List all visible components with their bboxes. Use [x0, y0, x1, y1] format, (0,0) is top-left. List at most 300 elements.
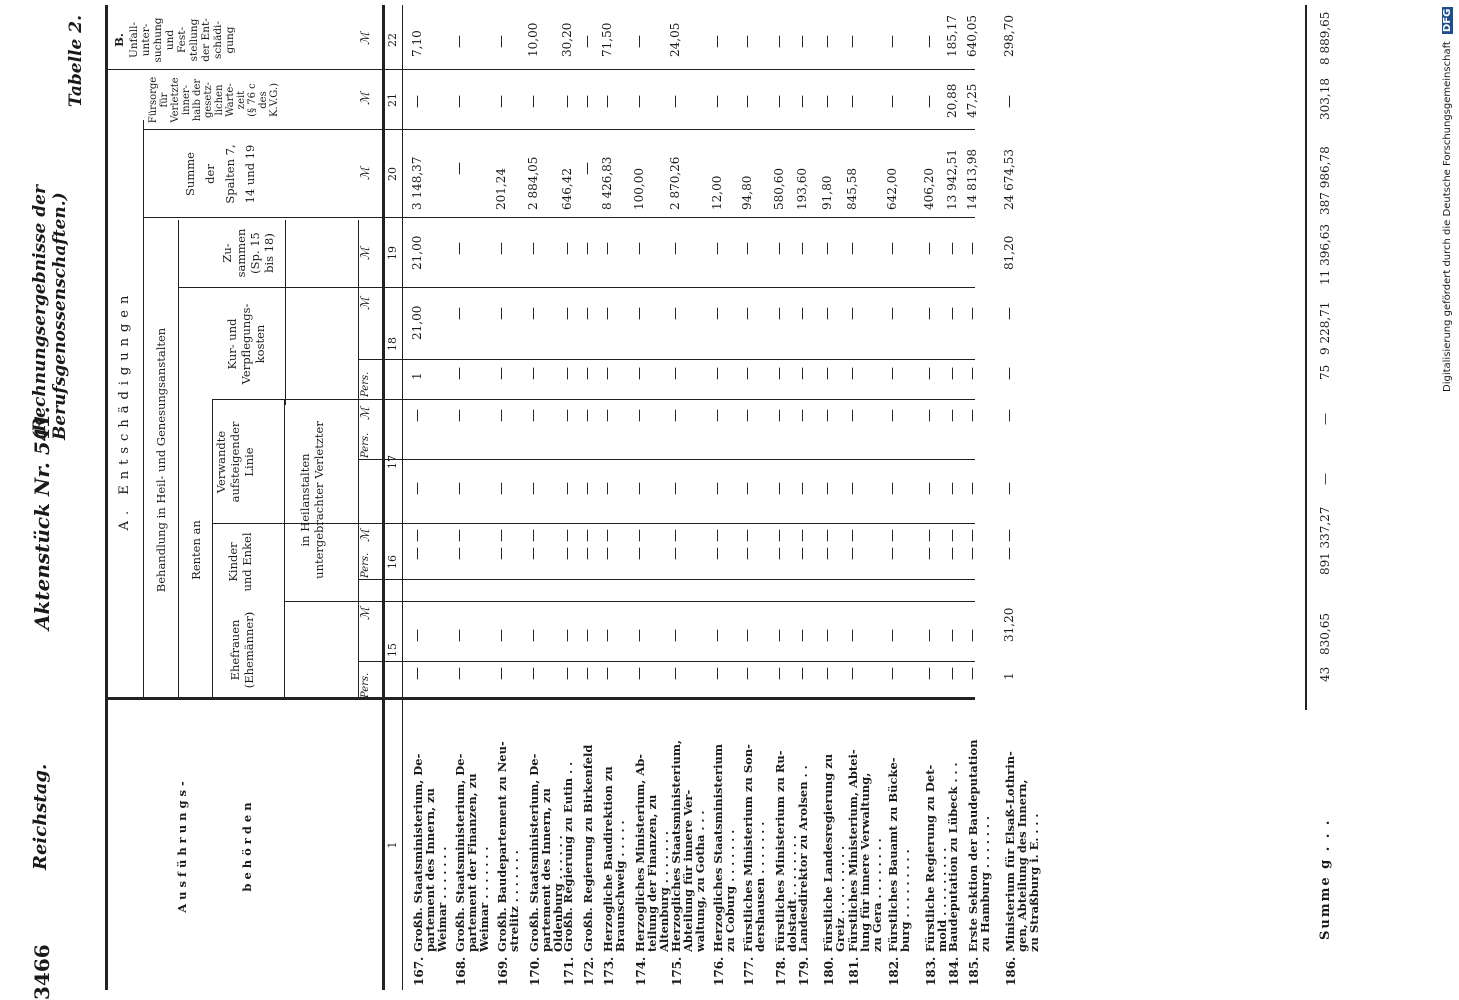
cell-c18p: — [452, 367, 467, 380]
cell-c22: 10,00 [526, 22, 540, 57]
row-number: 174. [634, 956, 648, 986]
header-unfall-line5: Fest- [176, 26, 188, 54]
cell-c21: 20,88 [945, 83, 959, 118]
colnum-19: 19 [386, 246, 399, 260]
cell-c16m: — [795, 529, 810, 542]
cell-c18m: — [772, 307, 787, 320]
cell-c22: — [452, 35, 467, 48]
cell-c15p: — [795, 667, 810, 680]
cell-c20: 2 870,26 [668, 156, 682, 210]
row-number: 167. [412, 956, 426, 986]
header-fuersorge-line9: zeit [236, 90, 247, 110]
cell-c19: — [740, 242, 755, 255]
cell-c16m: — [885, 529, 900, 542]
cell-c16p: — [965, 547, 980, 560]
row-number: 181. [847, 956, 861, 986]
header-fuersorge-line7: lichen [214, 84, 225, 116]
cell-c22: 298,70 [1002, 15, 1016, 57]
row-number: 182. [887, 956, 901, 986]
cell-c21: — [922, 95, 937, 108]
header-kur [225, 288, 267, 400]
row-number: 185. [967, 956, 981, 986]
header-unfall-line1: Unfall- [128, 21, 140, 59]
table-row [452, 0, 494, 1000]
authority-name-line: Abteilung für innere Ver- [681, 789, 695, 952]
cell-c15m: — [795, 629, 810, 642]
table-row [845, 0, 885, 1000]
header-verwandte-line3: Linie [242, 447, 256, 477]
cell-c16m: — [740, 529, 755, 542]
cell-c17m: — [820, 409, 835, 422]
cell-c16p: — [526, 547, 541, 560]
header-fuersorge-line6: gesetz- [203, 81, 214, 119]
cell-c15m: — [600, 629, 615, 642]
cell-c18p: — [965, 367, 980, 380]
unit-mark-15: ℳ [358, 607, 372, 620]
row-number: 177. [742, 956, 756, 986]
cell-c18p: — [668, 367, 683, 380]
header-verwandte-line1: Verwandte [214, 430, 228, 494]
cell-c18p: — [1002, 367, 1017, 380]
cell-c16m: — [945, 529, 960, 542]
unit-mark-17: ℳ [358, 407, 372, 420]
cell-c15p: — [965, 667, 980, 680]
cell-c18m: — [795, 307, 810, 320]
cell-c16m: — [526, 529, 541, 542]
cell-c15p: — [845, 667, 860, 680]
cell-c17p: — [965, 482, 980, 495]
header-fuersorge-line1: Fürsorge [148, 76, 159, 124]
cell-c15m: — [845, 629, 860, 642]
cell-c18m: — [820, 307, 835, 320]
cell-c17p: — [410, 482, 425, 495]
colnum-17: 17 [386, 455, 399, 469]
cell-c19: — [600, 242, 615, 255]
cell-c17p: — [795, 482, 810, 495]
cell-c18m: — [452, 307, 467, 320]
cell-c16p: — [820, 547, 835, 560]
cell-c22: — [710, 35, 725, 48]
authority-name-line: dershausen . . . . . . . [753, 821, 767, 952]
row-number: 184. [947, 956, 961, 986]
authority-name-line: strelitz . . . . . . . [507, 850, 521, 952]
unit-mark-20: ℳ [358, 167, 372, 180]
header-behandlung: Behandlung in Heil- und Genesungsanstalten [154, 327, 168, 593]
header-summe-line3: Spalten 7, [223, 144, 237, 204]
cell-c21: — [1002, 95, 1017, 108]
cell-c22: 30,20 [560, 22, 574, 57]
authority-name-line: Weimar . . . . . . . [435, 846, 449, 952]
cell-c19: — [526, 242, 541, 255]
cell-c15p: — [772, 667, 787, 680]
unit-mark-19: ℳ [358, 247, 372, 260]
authority-name-line: Weimar . . . . . . . [477, 846, 491, 952]
cell-c15m: — [965, 629, 980, 642]
cell-c17p: — [494, 482, 509, 495]
cell-c22: — [820, 35, 835, 48]
cell-c15m: — [922, 629, 937, 642]
cell-c21: — [710, 95, 725, 108]
cell-c19: — [452, 242, 467, 255]
source-title: Reichstag. [30, 763, 51, 870]
header-summe-line1: Summe [183, 152, 197, 196]
cell-c19: — [668, 242, 683, 255]
cell-c16m: — [710, 529, 725, 542]
cell-c17p: — [1002, 482, 1017, 495]
cell-c16p: — [580, 547, 595, 560]
cell-c17p: — [632, 482, 647, 495]
cell-c19: — [494, 242, 509, 255]
cell-c20: 646,42 [560, 168, 574, 210]
cell-c16m: — [600, 529, 615, 542]
cell-c15m: — [580, 629, 595, 642]
authority-name-line: Braunschweig . . . . . [613, 820, 627, 952]
header-col1-line2: behörden [240, 798, 254, 892]
colnum-20: 20 [386, 167, 399, 181]
cell-c21: — [452, 95, 467, 108]
cell-c15m: — [526, 629, 541, 642]
cell-c21: — [600, 95, 615, 108]
cell-c15m: — [632, 629, 647, 642]
row-number: 172. [582, 956, 596, 986]
cell-c22: 7,10 [410, 30, 424, 57]
authority-name-line: Großh. Baudepartement zu Neu- [495, 741, 509, 952]
cell-c21: — [494, 95, 509, 108]
cell-c21: — [885, 95, 900, 108]
authority-name-line: Großh. Staatsministerium, De- [453, 753, 467, 952]
header-fuersorge-line2: für [159, 92, 170, 108]
header-fuersorge-line11: des [258, 91, 269, 109]
cell-c18p: 1 [410, 372, 424, 380]
header-kinder-line2: und Enkel [240, 532, 254, 592]
cell-c16p: — [710, 547, 725, 560]
cell-c19: — [632, 242, 647, 255]
header-fuersorge-line12: K.V.G.) [269, 83, 280, 118]
cell-c17m: — [632, 409, 647, 422]
cell-c20: 8 426,83 [600, 156, 614, 210]
cell-c15p: — [452, 667, 467, 680]
cell-c20: 406,20 [922, 168, 936, 210]
cell-c15m: — [772, 629, 787, 642]
table-row [632, 0, 671, 1000]
cell-c16p: — [560, 547, 575, 560]
cell-c16p: — [452, 547, 467, 560]
table-row [772, 0, 799, 1000]
cell-c17m: — [945, 409, 960, 422]
cell-c19: 81,20 [1002, 235, 1016, 270]
total-c21: 303,18 [1318, 78, 1332, 120]
cell-c15p: — [560, 667, 575, 680]
row-number: 168. [454, 956, 468, 986]
cell-c18p: — [632, 367, 647, 380]
cell-c19: — [795, 242, 810, 255]
header-zusammen-line3: (Sp. 15 [248, 232, 262, 274]
cell-c16p: — [740, 547, 755, 560]
cell-c15m: — [945, 629, 960, 642]
header-ehefrauen-line1: Ehefrauen [228, 619, 242, 681]
cell-c15p: — [820, 667, 835, 680]
cell-c17m: — [410, 409, 425, 422]
cell-c18m: — [668, 307, 683, 320]
header-renten-an: Renten an [189, 520, 203, 580]
header-verwandte-line2: aufsteigender [228, 421, 242, 503]
cell-c16m: — [1002, 529, 1017, 542]
cell-c16m: — [410, 529, 425, 542]
cell-c18p: — [820, 367, 835, 380]
cell-c21: — [560, 95, 575, 108]
cell-c18m: — [600, 307, 615, 320]
header-fuersorge-line5: halb der [192, 78, 203, 122]
cell-c17p: — [710, 482, 725, 495]
cell-c16m: — [965, 529, 980, 542]
authority-name-line: Altenburg . . . . . . . [657, 831, 671, 952]
cell-c17m: — [1002, 409, 1017, 422]
cell-c22: 71,50 [600, 22, 614, 57]
cell-c18m: — [526, 307, 541, 320]
row-number: 176. [712, 956, 726, 986]
cell-c16p: — [668, 547, 683, 560]
cell-c18m: — [580, 307, 595, 320]
header-unfall-line3: suchung [152, 17, 164, 63]
authority-name-line: Herzogliches Ministerium, Ab- [633, 753, 647, 952]
cell-c22: — [772, 35, 787, 48]
colnum-rule [402, 5, 403, 990]
cell-c21: — [580, 95, 595, 108]
cell-c18p: — [945, 367, 960, 380]
cell-c18p: — [560, 367, 575, 380]
header-zusammen-line2: sammen [234, 228, 248, 278]
colnum-22: 22 [386, 33, 399, 47]
cell-c20: 13 942,51 [945, 148, 959, 210]
cell-c19: — [820, 242, 835, 255]
zusammen-inner-rule [285, 220, 286, 405]
header-fuersorge-line10: (§ 76 c [247, 83, 258, 117]
authority-name-line: Fürstliches Ministerium zu Son- [741, 744, 755, 952]
cell-c19: — [772, 242, 787, 255]
header-ehefrauen [228, 600, 256, 700]
cell-c17p: — [740, 482, 755, 495]
authority-name-line: Fürstliches Ministerium zu Ru- [773, 750, 787, 952]
cell-c19: — [922, 242, 937, 255]
cell-c15p: — [494, 667, 509, 680]
unit-pers-17: Pers. [360, 432, 371, 458]
cell-c15p: — [410, 667, 425, 680]
cell-c21: — [410, 95, 425, 108]
header-unfall-line6: stellung [188, 18, 200, 62]
cell-c16p: — [494, 547, 509, 560]
cell-c20: 193,60 [795, 168, 809, 210]
cell-c19: 21,00 [410, 235, 424, 270]
cell-c15p: — [885, 667, 900, 680]
cell-c17m: — [560, 409, 575, 422]
cell-c20: 2 884,05 [526, 156, 540, 210]
cell-c18m: — [1002, 307, 1017, 320]
renten-rule [212, 400, 213, 700]
cell-c20: 91,80 [820, 175, 834, 210]
authority-name-line: gen, Abteilung des Innern, [1015, 779, 1029, 952]
header-kur-line1: Kur- und [225, 318, 239, 370]
header-col1-line1: Ausführungs- [175, 777, 189, 913]
cell-c22: 185,17 [945, 15, 959, 57]
cell-c15m: — [740, 629, 755, 642]
unit-row-rule [358, 220, 359, 700]
header-heilanstalten [298, 400, 326, 600]
row-number: 170. [528, 956, 542, 986]
cell-c16m: — [668, 529, 683, 542]
header-b: B. [112, 33, 126, 47]
colnum-16: 16 [386, 555, 399, 569]
header-unfall [128, 10, 236, 70]
cell-c18p: — [885, 367, 900, 380]
row-number: 173. [602, 956, 616, 986]
authority-name-line: dolstadt . . . . . . . . [785, 835, 799, 952]
header-unfall-line7: der Ent- [200, 18, 212, 62]
cell-c15m: — [710, 629, 725, 642]
cell-c18m: — [632, 307, 647, 320]
total-c16m: 1 337,27 [1318, 506, 1332, 560]
authority-name-line: Greiz . . . . . . . . . [833, 845, 847, 952]
cell-c17m: — [740, 409, 755, 422]
authority-name-line: Baudeputation zu Lübeck . . . [946, 762, 960, 952]
header-verwandte [214, 400, 256, 524]
cell-c16p: — [410, 547, 425, 560]
cell-c17p: — [772, 482, 787, 495]
cell-c18p: — [526, 367, 541, 380]
cell-c17m: — [452, 409, 467, 422]
cell-c18m: — [945, 307, 960, 320]
cell-c17p: — [452, 482, 467, 495]
unit-mark-18: ℳ [358, 297, 372, 310]
cell-c19: — [845, 242, 860, 255]
authority-name-line: Oldenburg . . . . . . [551, 835, 565, 952]
cell-c20: 3 148,37 [410, 156, 424, 210]
page-number: 3466 [30, 944, 54, 1000]
cell-c15m: — [885, 629, 900, 642]
header-unfall-line2: unter- [140, 23, 152, 57]
authority-name-line: burg . . . . . . . . . [898, 849, 912, 952]
cell-c18p: — [600, 367, 615, 380]
cell-c16m: — [580, 529, 595, 542]
header-zusammen [220, 218, 276, 288]
cell-c15p: — [632, 667, 647, 680]
cell-c16m: — [494, 529, 509, 542]
header-kur-line3: kosten [253, 324, 267, 364]
table-row [740, 0, 772, 1000]
header-unfall-line9: gung [224, 26, 236, 54]
cell-c18p: — [710, 367, 725, 380]
total-c15m: 830,65 [1318, 613, 1332, 655]
unit-mark-16: ℳ [358, 529, 372, 542]
cell-c22: 24,05 [668, 22, 682, 57]
cell-c21: — [772, 95, 787, 108]
cell-c21: — [740, 95, 755, 108]
cell-c20: 24 674,53 [1002, 148, 1016, 210]
row-number: 175. [670, 956, 684, 986]
cell-c17m: — [494, 409, 509, 422]
cell-c16p: — [772, 547, 787, 560]
a-header-rule [143, 120, 144, 700]
colnum-18: 18 [386, 337, 399, 351]
header-zusammen-line1: Zu- [220, 243, 234, 263]
authority-name-line: Herzogliches Staatsministerium [711, 743, 725, 952]
cell-c20: 14 813,98 [965, 148, 979, 210]
cell-c17p: — [945, 482, 960, 495]
unit-pers-16: Pers. [360, 552, 371, 578]
table-label: Tabelle 2. [66, 15, 86, 108]
cell-c21: — [632, 95, 647, 108]
cell-c18m: — [885, 307, 900, 320]
document-subtitle: (Rechnungsergebnisse der Berufsgenossenschaften.) [30, 185, 70, 440]
cell-c22: — [795, 35, 810, 48]
colnum-15: 15 [386, 643, 399, 657]
cell-c17m: — [885, 409, 900, 422]
cell-c18m: — [845, 307, 860, 320]
cell-c16m: — [922, 529, 937, 542]
cell-c16m: — [632, 529, 647, 542]
cell-c17p: — [580, 482, 595, 495]
cell-c22: — [494, 35, 509, 48]
cell-c16p: — [632, 547, 647, 560]
cell-c18p: — [922, 367, 937, 380]
cell-c18m: — [494, 307, 509, 320]
cell-c16m: — [452, 529, 467, 542]
cell-c17m: — [845, 409, 860, 422]
cell-c18m: — [710, 307, 725, 320]
document-title: Aktenstück Nr. 541. [30, 406, 54, 630]
cell-c15p: — [526, 667, 541, 680]
cell-c17m: — [965, 409, 980, 422]
table-row [580, 0, 600, 1000]
cell-c19: — [885, 242, 900, 255]
cell-c18m: — [560, 307, 575, 320]
cell-c18m: 21,00 [410, 305, 424, 340]
header-summe-line2: der [203, 164, 217, 184]
cell-c15m: 31,20 [1002, 607, 1016, 642]
cell-c15p: — [668, 667, 683, 680]
total-c18m: 9 228,71 [1318, 301, 1332, 355]
header-unfall-line4: und [164, 29, 176, 51]
cell-c19: — [965, 242, 980, 255]
header-zusammen-line4: bis 18) [262, 233, 276, 273]
table-row [945, 0, 965, 1000]
cell-c15m: — [452, 629, 467, 642]
authority-name-line: zu Straßburg i. E. . . . [1027, 813, 1041, 952]
cell-c17m: — [795, 409, 810, 422]
cell-c18p: — [772, 367, 787, 380]
cell-c15p: 1 [1002, 672, 1016, 680]
cell-c17m: — [772, 409, 787, 422]
cell-c17p: — [885, 482, 900, 495]
cell-c16p: — [795, 547, 810, 560]
header-kinder [226, 524, 254, 600]
cell-c18p: — [795, 367, 810, 380]
header-bottom-rule [382, 5, 385, 990]
table-row [820, 0, 845, 1000]
header-fuersorge-line3: Verletzte [170, 77, 181, 123]
total-c17m: — [1318, 413, 1332, 425]
cell-c17m: — [580, 409, 595, 422]
cell-c15p: — [922, 667, 937, 680]
authority-name-line: teilung der Finanzen, zu [645, 794, 659, 952]
cell-c20: 845,58 [845, 168, 859, 210]
cell-c16p: — [922, 547, 937, 560]
cell-c19: — [560, 242, 575, 255]
cell-c22: — [740, 35, 755, 48]
cell-c15p: — [580, 667, 595, 680]
cell-c17p: — [820, 482, 835, 495]
total-c17p: — [1318, 473, 1332, 485]
cell-c22: — [580, 35, 595, 48]
